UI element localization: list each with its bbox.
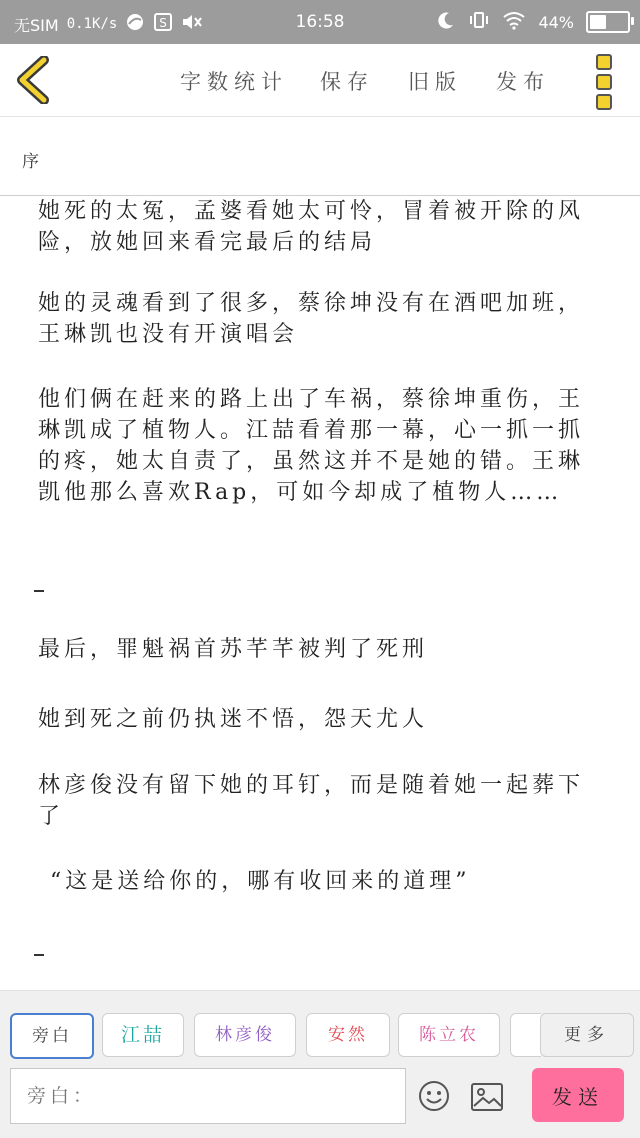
message-input[interactable]	[10, 1068, 406, 1124]
cursor-marker	[34, 954, 44, 956]
clock: 16:58	[295, 12, 345, 32]
paragraph: 她的灵魂看到了很多，蔡徐坤没有在酒吧加班，王琳凯也没有开演唱会	[38, 291, 585, 347]
chapter-title: 序	[22, 152, 39, 172]
chevron-left-icon	[14, 56, 54, 104]
editor-toolbar	[0, 44, 640, 117]
send-button[interactable]: 发送	[532, 1068, 624, 1122]
paragraph: 林彦俊没有留下她的耳钉，而是随着她一起葬下了	[38, 773, 585, 829]
more-menu-icon[interactable]	[596, 54, 612, 114]
character-chip-anran[interactable]: 安然	[306, 1013, 390, 1057]
cursor-marker	[34, 590, 44, 592]
wifi-icon	[502, 10, 526, 34]
paragraph: “这是送给你的，哪有收回来的道理”	[50, 869, 471, 894]
sim-status: 无SIM	[14, 15, 59, 35]
publish-button[interactable]: 发布	[496, 70, 550, 94]
svg-text:S: S	[159, 16, 168, 30]
back-button[interactable]	[14, 56, 54, 104]
network-speed: 0.1K/s	[66, 16, 118, 32]
vibrate-icon	[468, 10, 490, 34]
character-chip-chenlinong[interactable]: 陈立农	[398, 1013, 500, 1057]
more-characters-button[interactable]: 更多	[540, 1013, 634, 1057]
input-bar	[0, 1066, 640, 1138]
paragraph: 她到死之前仍执迷不悟，怨天尤人	[38, 707, 429, 732]
character-selector	[0, 990, 640, 1067]
chapter-header[interactable]	[0, 117, 640, 196]
moon-icon	[436, 10, 456, 34]
emoji-icon[interactable]	[418, 1080, 450, 1112]
image-icon[interactable]	[470, 1082, 504, 1112]
story-content[interactable]	[0, 196, 640, 986]
paragraph: 她死的太冤，孟婆看她太可怜，冒着被开除的风险，放她回来看完最后的结局	[38, 199, 585, 255]
paragraph: 他们俩在赶来的路上出了车祸，蔡徐坤重伤，王琳凯成了植物人。江喆看着那一幕，心一抓一抓的疼，她太自责了，虽然这并不是她的错。王琳凯他那么喜欢Rap，可如今却成了植物人……	[38, 387, 585, 505]
word-count-button[interactable]: 字数统计	[180, 70, 288, 94]
battery-fill	[590, 15, 606, 29]
status-bar	[0, 0, 640, 44]
battery-icon	[586, 11, 630, 33]
character-chip-linyanjun[interactable]: 林彦俊	[194, 1013, 296, 1057]
save-button[interactable]: 保存	[320, 70, 374, 94]
old-version-button[interactable]: 旧版	[408, 70, 462, 94]
battery-percent: 44%	[538, 12, 574, 32]
character-chip-overflow[interactable]	[510, 1013, 541, 1057]
character-chip-jiangzhe[interactable]: 江喆	[102, 1013, 184, 1057]
paragraph: 最后，罪魁祸首苏芊芊被判了死刑	[38, 637, 429, 662]
character-chip-narrator[interactable]: 旁白	[10, 1013, 94, 1059]
